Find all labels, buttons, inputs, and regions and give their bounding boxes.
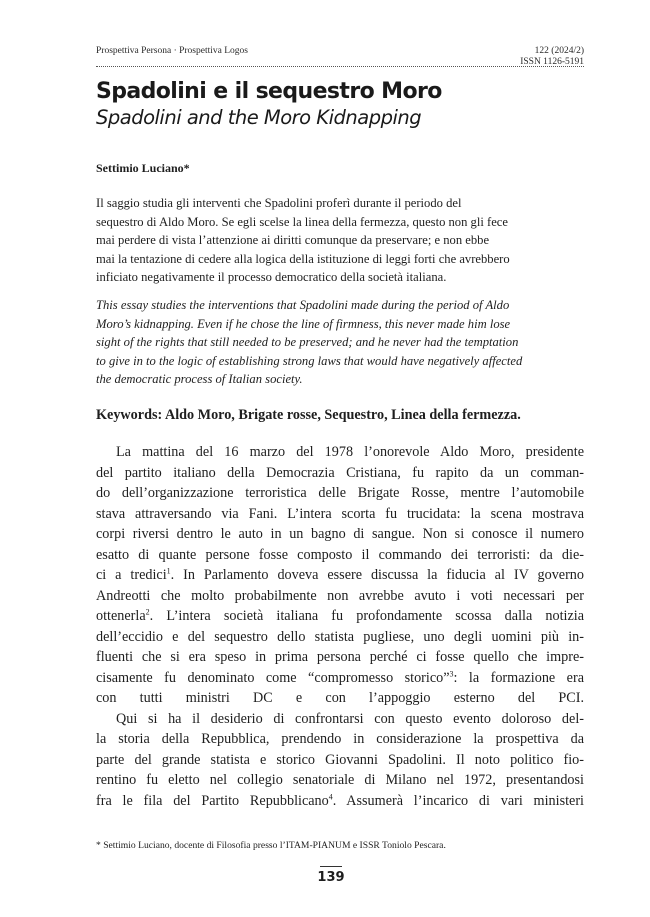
body-line: parte del grande statista e storico Giovanni Spadolini. Il noto politico fio- bbox=[96, 751, 584, 768]
footnote-ref-1[interactable]: 1 bbox=[166, 566, 171, 576]
body-text-run: ottenerla bbox=[96, 608, 146, 624]
body-line: La mattina del 16 marzo del 1978 l’onorevole Aldo Moro, presidente bbox=[116, 444, 584, 460]
footnote-ref-3[interactable]: 3 bbox=[449, 668, 454, 678]
issn: ISSN 1126-5191 bbox=[520, 57, 584, 67]
body-line: do dell’organizzazione terroristica delle Brigate Rosse, mentre l’automobile bbox=[96, 485, 584, 501]
keywords: Keywords: Aldo Moro, Brigate rosse, Sequestro, Linea della fermezza. bbox=[96, 407, 521, 423]
footnote-ref-4[interactable]: 4 bbox=[328, 791, 333, 801]
abstract-line: the democratic process of Italian society. bbox=[96, 372, 303, 387]
body-line bbox=[96, 565, 584, 586]
running-head bbox=[96, 44, 584, 66]
body-line bbox=[96, 606, 584, 627]
abstract-line: Moro’s kidnapping. Even if he chose the line of firmness, this never made him lose bbox=[96, 316, 511, 331]
body-text-run: fra le fila del Partito Repubblicano bbox=[96, 792, 329, 809]
abstract-line: inficiato negativamente il processo democratico della società italiana. bbox=[96, 270, 447, 285]
body-line: corpi riversi dentro le auto in un bagno di sangue. Non si conosce il numero bbox=[96, 526, 584, 542]
issue-info bbox=[520, 46, 584, 68]
footnote-ref-2[interactable]: 2 bbox=[145, 607, 150, 617]
footnote: * Settimio Luciano, docente di Filosofia presso l’ITAM-PIANUM e ISSR Toniolo Pescara. bbox=[96, 840, 446, 851]
author-name: Settimio Luciano* bbox=[96, 161, 190, 175]
body-line: dell’eccidio e del sequestro dello statista pugliese, uno degli uomini più in- bbox=[96, 628, 584, 645]
page-number-rule bbox=[320, 866, 342, 867]
body-text-run: : la formazione era bbox=[453, 669, 584, 686]
body-line: del partito italiano della Democrazia Cristiana, fu rapito da un comman- bbox=[96, 464, 584, 481]
body-text-run: ci a tredici bbox=[96, 567, 167, 583]
abstract-line: sight of the rights that still needed to be preserved; and he never had the temptation bbox=[96, 335, 519, 350]
abstract-line: mai la tentazione di cedere alla logica della istituzione di leggi forti che avrebbero bbox=[96, 251, 510, 266]
title-block bbox=[96, 78, 584, 130]
body-line bbox=[96, 791, 584, 812]
abstract-line: sequestro di Aldo Moro. Se egli scelse la linea della fermezza, questo non gli fece bbox=[96, 214, 508, 229]
article-title: Spadolini e il sequestro Moro bbox=[96, 79, 442, 104]
body-line bbox=[96, 668, 584, 689]
body-text bbox=[96, 442, 584, 811]
body-text-run: . L’intera società italiana fu profondamente scossa dalla notizia bbox=[149, 608, 584, 624]
page-number: 139 bbox=[317, 870, 345, 885]
abstract-line: This essay studies the interventions that Spadolini made during the period of Aldo bbox=[96, 298, 510, 312]
body-line: stava attraversando via Fani. L’intera scorta fu trucidata: la scena mostrava bbox=[96, 505, 584, 522]
body-line: con tutti ministri DC e con l’appoggio esterno del PCI. bbox=[96, 690, 584, 706]
journal-name: Prospettiva Persona · Prospettiva Logos bbox=[96, 46, 248, 56]
issue-number: 122 (2024/2) bbox=[534, 46, 584, 56]
abstract-line: mai perdere di vista l’attenzione ai diritti comunque da preservare; e non ebbe bbox=[96, 233, 490, 248]
body-line: Andreotti che molto probabilmente non avrebbe avuto i voti necessari per bbox=[96, 587, 584, 604]
article-page bbox=[96, 44, 584, 885]
body-text-run: . In Parlamento doveva essere discussa la fiducia al IV governo bbox=[170, 567, 584, 583]
body-line: esatto di quante persone fosse composto il commando dei terroristi: da die- bbox=[96, 546, 584, 563]
body-text-run: cisamente fu denominato come “compromesso storico” bbox=[96, 669, 450, 686]
abstract-italian bbox=[96, 194, 584, 287]
header-dotted-rule bbox=[96, 66, 584, 67]
body-text-run: . Assumerà l’incarico di vari ministeri bbox=[332, 792, 584, 809]
body-line: fluenti che si era speso in prima persona perché ci fosse quello che impre- bbox=[96, 649, 584, 665]
article-subtitle: Spadolini and the Moro Kidnapping bbox=[96, 106, 422, 129]
abstract-english bbox=[96, 296, 584, 389]
body-line: la storia della Repubblica, prendendo in considerazione la prospettiva da bbox=[96, 731, 584, 747]
body-line: Qui si ha il desiderio di confrontarsi con questo evento doloroso del- bbox=[116, 710, 584, 727]
body-line: rentino fu eletto nel collegio senatoriale di Milano nel 1972, presentandosi bbox=[96, 772, 584, 788]
abstract-line: to give in to the logic of establishing strong laws that would have negatively affected bbox=[96, 353, 523, 368]
abstract-line: Il saggio studia gli interventi che Spadolini proferì durante il periodo del bbox=[96, 196, 462, 210]
